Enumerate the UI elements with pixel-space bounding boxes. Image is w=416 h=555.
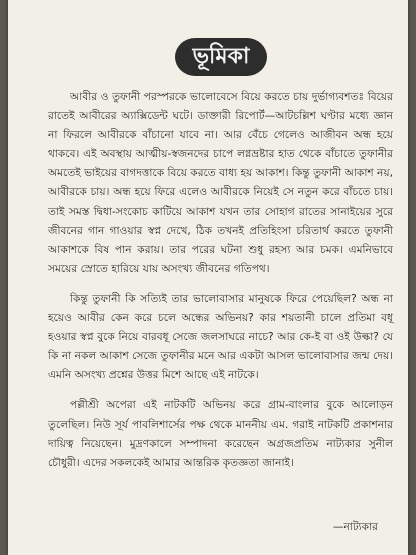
paragraph-2: কিন্তু তুফানী কি সত্যিই তার ভালোবাসার মানুষকে ফিরে পেয়েছিল? অন্ধ না হয়েও আবীর কেন করে চলে অন্ধের অভিনয়? কার শয়তানী চালে প্রতিমা বধূ হওয়ার স্বপ্ন বুকে নিয়ে বারবধূ সেজে জলসাঘরে নাচে? আর কে-ই বা ওই উল্কা? যে কি না নকল আকাশ সেজে তুফানীর মনে আর একটা আসল ভালোবাসার জন্ম দেয়। এমনি অসংখ্য প্রশ্নের উত্তর মিশে আছে এই নাটকে। xyxy=(48,292,393,382)
book-page xyxy=(8,0,408,555)
author-signature: —নাট্যকার xyxy=(332,521,378,533)
paragraph-1: আবীর ও তুফানী পরস্পরকে ভালোবেসে বিয়ে করতে চায় দুর্ভাগ্যবশতঃ বিয়ের রাতেই আবীরের অ্যাক্সিডেন্ট ঘটে। ডাক্তারী রিপোর্ট—আটচল্লিশ ঘণ্টার মধ্যে জ্ঞান না ফিরলে আবীরকে বাঁচানো যাবে না। আর বেঁচে গেলেও আজীবন অন্ধ হয়ে থাকবে। এই অবস্থায় আত্মীয়-স্বজনদের চাপে লগ্নভ্রষ্টার হাত থেকে বাঁচাতে তুফানীর অমতেই ভাইয়ের বাগদত্তাকে বিয়ে করতে বাধ্য হয় আকাশ। কিন্তু তুফানী আকাশ নয়, আবীরকে চায়। অন্ধ হয়ে ফিরে এলেও আবীরকে নিয়েই সে নতুন করে বাঁচতে চায়। তাই সমস্ত দ্বিধা-সংকোচ কাটিয়ে আকাশ যখন তার সোহাগ রাতের সানাইয়ের সুরে জীবনের গান গাওয়ার স্বপ্ন দেখে, ঠিক তখনই প্রতিহিংসা চরিতার্থ করতে তুফানী আকাশকে বিষ পান করায়। তার পরের ঘটনা শুধু রহস্য আর চমক। এমনিভাবে সময়ের স্রোতে হারিয়ে যায় অসংখ্য জীবনের গতিপথ। xyxy=(48,91,393,275)
preface-text xyxy=(48,88,393,473)
paragraph-3: পল্লীশ্রী অপেরা এই নাটকটি অভিনয় করে গ্রাম-বাংলার বুকে আলোড়ন তুলেছিল। নিউ সূর্য পাবলিশার্সের পক্ষ থেকে মাননীয় এম. গরাই নাটকটি প্রকাশনার দায়িত্ব নিয়েছেন। মুদ্রণকালে সম্পাদনা করেছেন অগ্রজপ্রতিম নাট্যকার সুনীল চৌধুরী। এদের সকলকেই আমার আন্তরিক কৃতজ্ঞতা জানাই। xyxy=(48,399,393,469)
page-title: ভূমিকা xyxy=(175,38,267,76)
